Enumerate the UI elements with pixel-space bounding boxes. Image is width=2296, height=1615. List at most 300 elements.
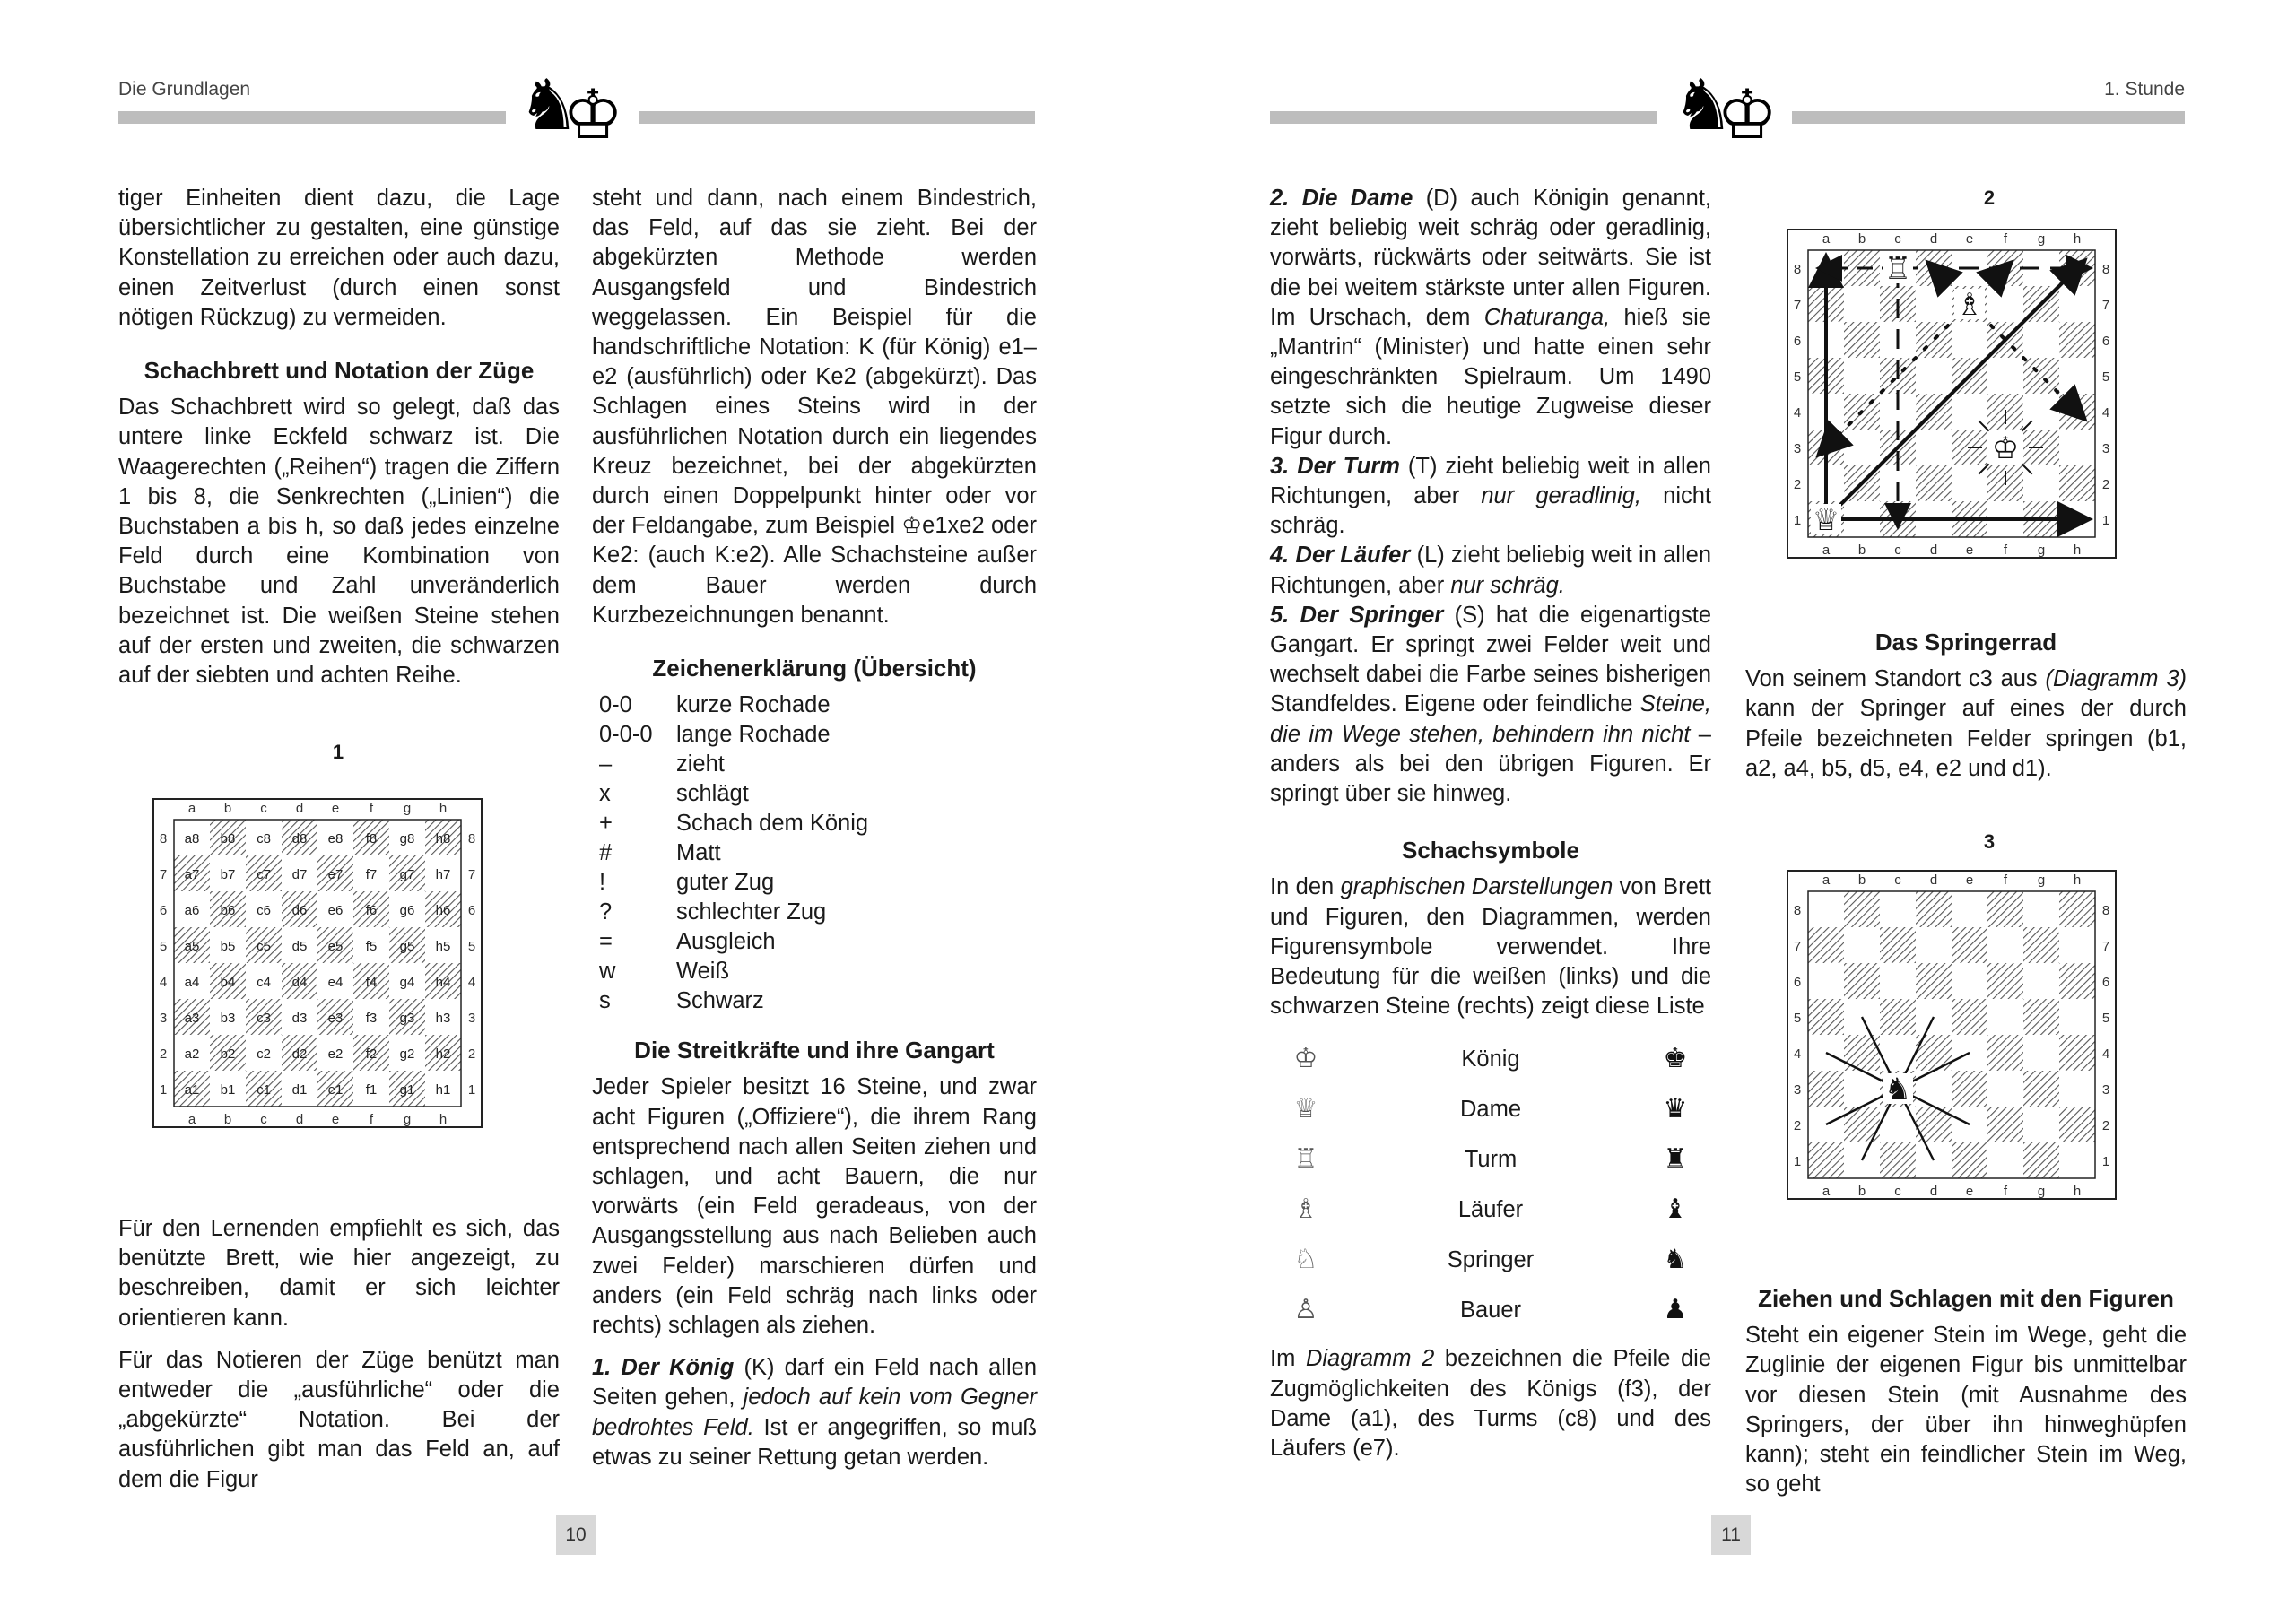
paragraph: Für das Notieren der Züge benützt man entweder die „ausführliche“ oder die „abgekürzte“ Notation. Bei der ausführlichen gibt man das Feld an, auf dem die Figur xyxy=(118,1347,560,1492)
square-label: c1 xyxy=(257,1082,271,1098)
board-square xyxy=(1987,927,2023,963)
board-square xyxy=(389,963,425,999)
rank-coordinate: 5 xyxy=(2101,369,2110,385)
rank-coordinate: 2 xyxy=(467,1046,476,1062)
left-column-1 xyxy=(118,184,560,703)
legend-row xyxy=(592,868,875,898)
file-coordinate: e xyxy=(1965,873,1974,888)
rank-coordinate: 8 xyxy=(1793,903,1802,918)
file-coordinate: g xyxy=(2037,873,2046,888)
square-label: g2 xyxy=(399,1046,415,1062)
board-square xyxy=(389,927,425,963)
rank-coordinate: 4 xyxy=(2101,405,2110,421)
rank-coordinate: 7 xyxy=(2101,939,2110,954)
square-label: a2 xyxy=(184,1046,200,1062)
square-label: a8 xyxy=(184,831,200,847)
legend-description: schlechter Zug xyxy=(676,899,827,925)
white-piece-icon: ♖ xyxy=(1293,1144,1318,1175)
file-coordinate: g xyxy=(403,801,412,816)
rank-coordinate: 4 xyxy=(159,975,168,990)
diagram-number: 3 xyxy=(1983,830,1996,853)
legend-symbol: 0-0 xyxy=(599,692,632,718)
board-square xyxy=(389,891,425,927)
file-coordinate: f xyxy=(2003,543,2008,558)
rank-coordinate: 1 xyxy=(467,1082,476,1098)
paragraph: Steht ein eigener Stein im Wege, geht die Zuglinie der eigenen Figur bis unmittelbar vor diesen Stein (mit Ausnahme des Springers, der über ihn hinweghüpfen kann); steht ein feindlicher Stein im Weg, so geht xyxy=(1745,1323,2187,1498)
board-square xyxy=(1916,358,1952,394)
file-coordinate: b xyxy=(1857,231,1866,247)
file-coordinate: f xyxy=(369,1112,374,1127)
white-piece-icon: ♘ xyxy=(1293,1245,1318,1275)
board-square xyxy=(282,963,317,999)
board-square xyxy=(1808,927,1844,963)
square-label: h4 xyxy=(435,975,451,990)
board-square xyxy=(2059,1035,2095,1071)
white-piece-icon: ♙ xyxy=(1293,1295,1318,1325)
board-square xyxy=(353,999,389,1035)
rank-coordinate: 7 xyxy=(1793,939,1802,954)
board-square xyxy=(425,927,461,963)
legend-row xyxy=(592,957,875,986)
square-label: c8 xyxy=(257,831,271,847)
board-square xyxy=(317,1035,353,1071)
page-number: 11 xyxy=(1711,1515,1751,1555)
rank-coordinate: 7 xyxy=(2101,298,2110,313)
legend-description: kurze Rochade xyxy=(676,692,831,718)
file-coordinate: e xyxy=(1965,543,1974,558)
file-coordinate: h xyxy=(439,801,448,816)
left-column-2 xyxy=(592,184,1037,1485)
board-square xyxy=(282,1035,317,1071)
running-header: 1. Stunde xyxy=(2104,79,2185,100)
black-piece-icon: ♚ xyxy=(1663,1044,1688,1074)
file-coordinate: f xyxy=(2003,1184,2008,1199)
rank-coordinate: 7 xyxy=(1793,298,1802,313)
square-label: g8 xyxy=(399,831,415,847)
square-label: b5 xyxy=(220,939,236,954)
rank-coordinate: 1 xyxy=(2101,513,2110,528)
square-label: h8 xyxy=(435,831,451,847)
file-coordinate: h xyxy=(2073,231,2082,247)
board-square xyxy=(1952,963,1987,999)
board-square xyxy=(210,999,246,1035)
board-square xyxy=(1880,927,1916,963)
legend-symbol: s xyxy=(599,988,611,1014)
board-square xyxy=(389,820,425,855)
file-coordinate: e xyxy=(331,801,340,816)
rank-coordinate: 2 xyxy=(2101,1118,2110,1133)
rank-coordinate: 2 xyxy=(1793,1118,1802,1133)
file-coordinate: a xyxy=(1822,1184,1831,1199)
board-square xyxy=(389,855,425,891)
legend-symbol: ? xyxy=(599,899,613,925)
legend-description: Matt xyxy=(676,840,721,866)
board-square xyxy=(210,1035,246,1071)
paragraph: Im Diagramm 2 bezeichnen die Pfeile die Zugmöglichkeiten des Königs (f3), der Dame (a1), des Turms (c8) und des Läufers (e7). xyxy=(1270,1346,1712,1462)
legend-description: Schach dem König xyxy=(676,811,869,837)
board-square xyxy=(2059,465,2095,501)
square-label: h3 xyxy=(435,1011,451,1026)
board-square xyxy=(210,820,246,855)
board-square xyxy=(2059,963,2095,999)
square-label: a4 xyxy=(184,975,200,990)
file-coordinate: g xyxy=(2037,543,2046,558)
section-heading: Die Streitkräfte und ihre Gangart xyxy=(634,1037,995,1064)
board-square xyxy=(317,1071,353,1107)
board-square xyxy=(1916,430,1952,465)
board-square xyxy=(1808,891,1844,927)
piece-name: Dame xyxy=(1459,1097,1522,1123)
board-square xyxy=(2023,891,2059,927)
rank-coordinate: 3 xyxy=(2101,1082,2110,1098)
board-square xyxy=(2059,286,2095,322)
square-label: a7 xyxy=(184,867,200,882)
rank-coordinate: 6 xyxy=(1793,975,1802,990)
board-square xyxy=(210,963,246,999)
square-label: g4 xyxy=(399,975,415,990)
board-square xyxy=(2059,999,2095,1035)
board-square xyxy=(1916,465,1952,501)
legend-row xyxy=(592,986,875,1016)
rank-coordinate: 8 xyxy=(159,831,168,847)
legend-row xyxy=(592,720,875,750)
file-coordinate: a xyxy=(1822,231,1831,247)
square-label: f2 xyxy=(365,1046,378,1062)
legend-symbol: 0-0-0 xyxy=(599,722,653,748)
square-label: f6 xyxy=(365,903,378,918)
board-square xyxy=(246,999,282,1035)
paragraph: steht und dann, nach einem Bindestrich, das Feld, auf das sie zieht. Bei der abgekürzten Methode werden Ausgangsfeld und Bindestrich weggelassen. Ein Beispiel für die handschriftliche Notation: K (für König) e1–e2 (ausführlich) oder Ke2 (abgekürzt). Das Schlagen eines Steins wird in der ausführlichen Notation durch ein liegendes Kreuz bezeichnet, bei der abgekürzten durch einen Doppelpunkt hinter oder vor der Feldangabe, zum Beispiel ♔e1xe2 oder Ke2: (auch K:e2). Alle Schachsteine außer dem Bauer werden durch Kurzbezeichnungen benannt. xyxy=(592,186,1037,628)
board-square xyxy=(2059,1107,2095,1142)
legend-symbol: + xyxy=(599,811,613,837)
board-square xyxy=(2023,999,2059,1035)
square-label: b8 xyxy=(220,831,236,847)
legend-description: schlägt xyxy=(676,781,749,807)
rank-coordinate: 3 xyxy=(2101,441,2110,456)
file-coordinate: g xyxy=(403,1112,412,1127)
paragraph: Für den Lernenden empfiehlt es sich, das benützte Brett, wie hier angezeigt, zu beschreiben, damit er sich leichter orientieren kann. xyxy=(118,1216,560,1331)
board-square xyxy=(282,999,317,1035)
board-square xyxy=(1880,999,1916,1035)
legend-row xyxy=(592,690,875,720)
board-square xyxy=(317,999,353,1035)
black-piece-icon: ♜ xyxy=(1663,1144,1688,1175)
file-coordinate: c xyxy=(260,1112,267,1127)
file-coordinate: c xyxy=(1894,1184,1901,1199)
square-label: f7 xyxy=(365,867,378,882)
paragraph: Jeder Spieler besitzt 16 Steine, und zwar acht Figuren („Offiziere“), die ihrem Rang entsprechend nach allen Seiten ziehen und schlagen, und acht Bauern, die nur vorwärts (ein Feld geradeaus, von der Ausgangsstellung aus nach Belieben auch zwei Felder) marschieren dürfen und anders (ein Feld schräg nach links oder rechts) schlagen als ziehen. xyxy=(592,1074,1037,1339)
diagram-number: 2 xyxy=(1983,187,1996,209)
square-label: f8 xyxy=(365,831,378,847)
board-square xyxy=(282,820,317,855)
square-label: d6 xyxy=(291,903,308,918)
board-square xyxy=(2023,1142,2059,1178)
board-square xyxy=(1952,927,1987,963)
board-square xyxy=(425,891,461,927)
rank-coordinate: 8 xyxy=(467,831,476,847)
board-square xyxy=(317,891,353,927)
square-label: d2 xyxy=(291,1046,308,1062)
file-coordinate: g xyxy=(2037,1184,2046,1199)
square-label: e3 xyxy=(327,1011,344,1026)
right-page xyxy=(1148,0,2296,1615)
running-header: Die Grundlagen xyxy=(118,79,251,100)
square-label: d4 xyxy=(291,975,308,990)
page-number: 10 xyxy=(556,1515,596,1555)
file-coordinate: d xyxy=(1929,231,1938,247)
diagram-1-board xyxy=(152,798,526,1171)
file-coordinate: b xyxy=(223,1112,232,1127)
rank-coordinate: 3 xyxy=(159,1011,168,1026)
board-square xyxy=(1916,286,1952,322)
file-coordinate: f xyxy=(2003,873,2008,888)
board-square xyxy=(174,1071,210,1107)
legend-description: Weiß xyxy=(676,959,730,985)
board-square xyxy=(1844,430,1880,465)
square-label: c5 xyxy=(257,939,271,954)
board-square xyxy=(2023,1107,2059,1142)
board-square xyxy=(1987,1107,2023,1142)
square-label: e2 xyxy=(327,1046,344,1062)
board-square xyxy=(1987,999,2023,1035)
legend-description: Ausgleich xyxy=(676,929,776,955)
king-icon: ♔ xyxy=(1717,77,1779,145)
rank-coordinate: 8 xyxy=(2101,903,2110,918)
board-square xyxy=(353,891,389,927)
board-square xyxy=(353,963,389,999)
board-square xyxy=(425,1071,461,1107)
board-square xyxy=(174,963,210,999)
square-label: e1 xyxy=(327,1082,344,1098)
rank-coordinate: 3 xyxy=(1793,1082,1802,1098)
square-label: c3 xyxy=(257,1011,271,1026)
white-rook-icon: ♖ xyxy=(1883,252,1912,286)
file-coordinate: a xyxy=(187,1112,196,1127)
rank-coordinate: 7 xyxy=(159,867,168,882)
file-coordinate: d xyxy=(1929,1184,1938,1199)
board-square xyxy=(246,1035,282,1071)
rank-coordinate: 4 xyxy=(1793,1046,1802,1062)
header-bar xyxy=(118,111,506,124)
board-square xyxy=(282,1071,317,1107)
rank-coordinate: 5 xyxy=(159,939,168,954)
rank-coordinate: 8 xyxy=(1793,262,1802,277)
rank-coordinate: 1 xyxy=(1793,1154,1802,1169)
white-queen-icon: ♕ xyxy=(1812,503,1840,537)
board-square xyxy=(174,1035,210,1071)
board-square xyxy=(1808,1142,1844,1178)
rank-coordinate: 3 xyxy=(1793,441,1802,456)
square-label: g7 xyxy=(399,867,415,882)
board-square xyxy=(210,1071,246,1107)
board-square xyxy=(1952,891,1987,927)
legend-symbol: ! xyxy=(599,870,606,896)
white-piece-icon: ♕ xyxy=(1293,1094,1318,1124)
board-square xyxy=(1880,1142,1916,1178)
chess-logo xyxy=(1670,59,1787,145)
board-square xyxy=(389,1035,425,1071)
board-square xyxy=(2059,430,2095,465)
file-coordinate: c xyxy=(260,801,267,816)
legend-row xyxy=(592,927,875,957)
board-square xyxy=(2023,963,2059,999)
board-square xyxy=(282,927,317,963)
board-square xyxy=(246,1071,282,1107)
rank-coordinate: 5 xyxy=(1793,1011,1802,1026)
board-square xyxy=(2059,1142,2095,1178)
file-coordinate: d xyxy=(1929,873,1938,888)
piece-name: Springer xyxy=(1447,1247,1535,1273)
piece-name: König xyxy=(1461,1046,1520,1072)
legend-row xyxy=(592,779,875,809)
board-square xyxy=(1880,891,1916,927)
square-label: h5 xyxy=(435,939,451,954)
board-square xyxy=(1844,322,1880,358)
board-square xyxy=(425,1035,461,1071)
file-coordinate: a xyxy=(1822,873,1831,888)
file-coordinate: a xyxy=(187,801,196,816)
board-square xyxy=(1987,1142,2023,1178)
square-label: h1 xyxy=(435,1082,451,1098)
black-piece-icon: ♟ xyxy=(1663,1295,1688,1325)
board-square xyxy=(210,855,246,891)
header-bar xyxy=(1270,111,1657,124)
rank-coordinate: 6 xyxy=(2101,334,2110,349)
section-heading: Zeichenerklärung (Übersicht) xyxy=(652,655,977,682)
rank-coordinate: 8 xyxy=(2101,262,2110,277)
board-square xyxy=(174,891,210,927)
square-label: e6 xyxy=(327,903,344,918)
section-heading: Ziehen und Schlagen mit den Figuren xyxy=(1758,1285,2174,1312)
rank-coordinate: 6 xyxy=(2101,975,2110,990)
square-label: b2 xyxy=(220,1046,236,1062)
legend-row xyxy=(592,750,875,779)
paragraph: Von seinem Standort c3 aus (Diagramm 3) kann der Springer auf eines der durch Pfeile bezeichneten Felder springen (b1, a2, a4, b5, d5, e4, e2 und d1). xyxy=(1745,666,2187,781)
board-square xyxy=(174,927,210,963)
rank-coordinate: 2 xyxy=(2101,477,2110,492)
paragraph: 2. Die Dame (D) auch Königin genannt, zieht beliebig weit schräg oder geradlinig, vorwärts, rückwärts oder seitwärts. Sie ist die bei weitem stärkste unter allen Figuren. Im Urschach, dem Chaturanga, hieß sie „Mantrin“ (Minister) und hatte einen sehr eingeschränkten Spielraum. Um 1490 setzte sich die heutige Zugweise dieser Figur durch. xyxy=(1270,186,1711,449)
square-label: g5 xyxy=(399,939,415,954)
board-square xyxy=(246,963,282,999)
file-coordinate: e xyxy=(1965,1184,1974,1199)
chess-logo xyxy=(516,59,632,145)
rank-coordinate: 2 xyxy=(1793,477,1802,492)
header-bar xyxy=(639,111,1035,124)
square-label: h7 xyxy=(435,867,451,882)
board-square xyxy=(1952,322,1987,358)
section-heading: Schachsymbole xyxy=(1402,837,1579,864)
file-coordinate: g xyxy=(2037,231,2046,247)
square-label: g3 xyxy=(399,1011,415,1026)
board-square xyxy=(1987,1035,2023,1071)
rank-coordinate: 5 xyxy=(1793,369,1802,385)
rank-coordinate: 4 xyxy=(2101,1046,2110,1062)
board-square xyxy=(1844,286,1880,322)
rank-coordinate: 3 xyxy=(467,1011,476,1026)
piece-name: Bauer xyxy=(1459,1298,1522,1324)
board-square xyxy=(2023,1071,2059,1107)
file-coordinate: f xyxy=(369,801,374,816)
white-king-icon: ♔ xyxy=(1991,431,2020,465)
square-label: a6 xyxy=(184,903,200,918)
board-square xyxy=(1844,891,1880,927)
board-square xyxy=(425,963,461,999)
black-piece-icon: ♝ xyxy=(1663,1194,1688,1225)
paragraph: In den graphischen Darstellungen von Brett und Figuren, den Diagrammen, werden Figurensymbole verwendet. Ihre Bedeutung für die weißen (links) und die schwarzen Steine (rechts) zeigt diese Liste xyxy=(1270,874,1712,1020)
square-label: d5 xyxy=(291,939,308,954)
square-label: g1 xyxy=(399,1082,415,1098)
file-coordinate: a xyxy=(1822,543,1831,558)
board-square xyxy=(2059,358,2095,394)
black-knight-icon: ♞ xyxy=(1883,1072,1912,1107)
board-square xyxy=(210,927,246,963)
legend-description: zieht xyxy=(676,751,725,777)
board-square xyxy=(1844,358,1880,394)
board-square xyxy=(1952,1071,1987,1107)
board-square xyxy=(1916,927,1952,963)
legend-symbol: x xyxy=(599,781,611,807)
left-column-1-bottom xyxy=(118,1214,560,1507)
board-square xyxy=(174,820,210,855)
file-coordinate: c xyxy=(1894,873,1901,888)
legend-symbol: – xyxy=(599,751,613,777)
right-column-2 xyxy=(1745,628,2187,796)
board-square xyxy=(353,855,389,891)
section-heading: Schachbrett und Notation der Züge xyxy=(144,357,535,385)
file-coordinate: c xyxy=(1894,231,1901,247)
file-coordinate: h xyxy=(2073,543,2082,558)
rank-coordinate: 6 xyxy=(159,903,168,918)
white-piece-icon: ♔ xyxy=(1293,1044,1318,1074)
square-label: d3 xyxy=(291,1011,308,1026)
board-square xyxy=(282,855,317,891)
square-label: a1 xyxy=(184,1082,200,1098)
board-square xyxy=(174,855,210,891)
board-square xyxy=(425,820,461,855)
board-square xyxy=(425,999,461,1035)
square-label: f1 xyxy=(365,1082,378,1098)
board-square xyxy=(2023,1035,2059,1071)
file-coordinate: h xyxy=(2073,873,2082,888)
board-square xyxy=(353,1035,389,1071)
king-icon: ♔ xyxy=(562,77,624,145)
right-column-2-bottom xyxy=(1745,1284,2187,1512)
square-label: e4 xyxy=(327,975,344,990)
rank-coordinate: 6 xyxy=(1793,334,1802,349)
black-piece-icon: ♞ xyxy=(1663,1245,1688,1275)
file-coordinate: e xyxy=(1965,231,1974,247)
board-square xyxy=(2023,927,2059,963)
board-square xyxy=(353,927,389,963)
board-square xyxy=(1844,963,1880,999)
board-square xyxy=(1808,1071,1844,1107)
square-label: a3 xyxy=(184,1011,200,1026)
file-coordinate: h xyxy=(439,1112,448,1127)
board-square xyxy=(1952,1142,1987,1178)
file-coordinate: f xyxy=(2003,231,2008,247)
rank-coordinate: 4 xyxy=(1793,405,1802,421)
rank-coordinate: 5 xyxy=(2101,1011,2110,1026)
square-label: b4 xyxy=(220,975,236,990)
board-square xyxy=(246,820,282,855)
square-label: b6 xyxy=(220,903,236,918)
black-piece-icon: ♛ xyxy=(1663,1094,1688,1124)
square-label: f5 xyxy=(365,939,378,954)
board-square xyxy=(246,855,282,891)
rank-coordinate: 2 xyxy=(159,1046,168,1062)
paragraph: 1. Der König (K) darf ein Feld nach allen Seiten gehen, jedoch auf kein vom Gegner bedrohtes Feld. Ist er angegriffen, so muß etwas zu seiner Rettung getan werden. xyxy=(592,1355,1038,1470)
legend-description: Schwarz xyxy=(676,988,764,1014)
